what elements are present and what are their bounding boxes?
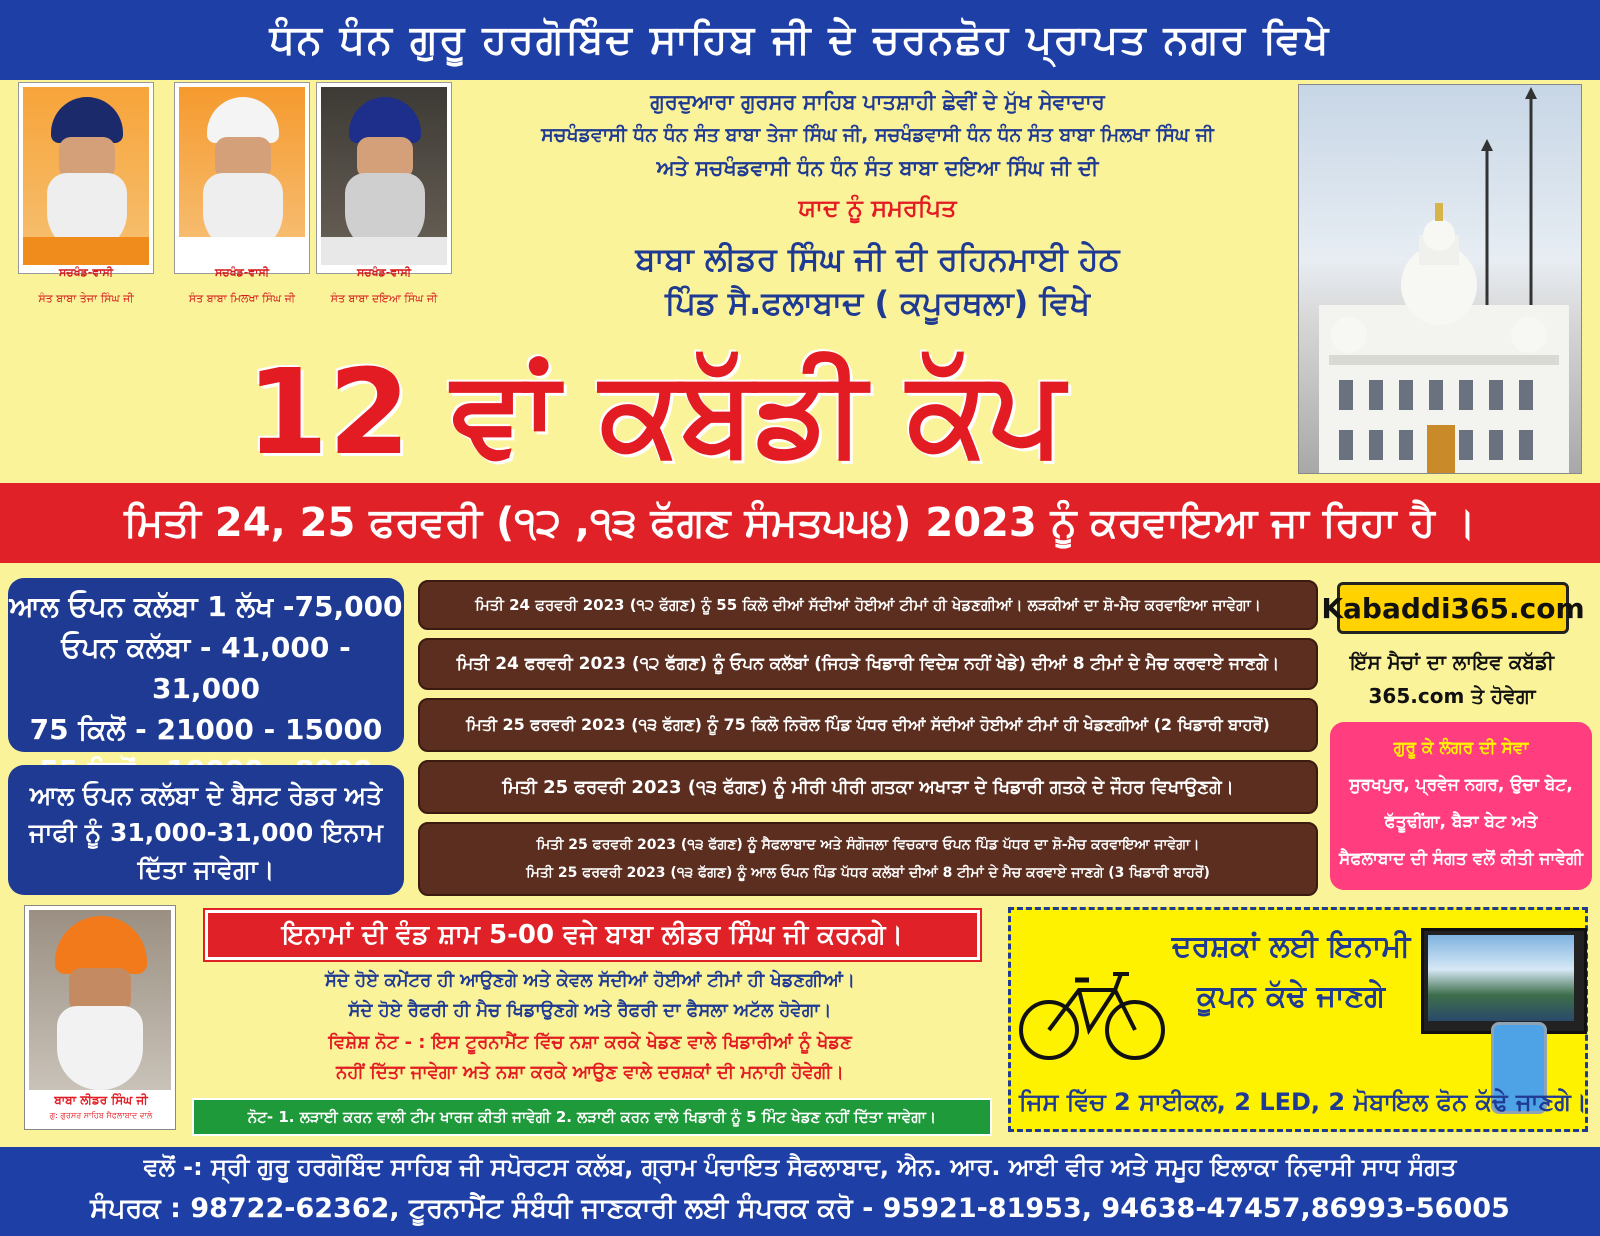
best-players-line: ਆਲ ਓਪਨ ਕਲੱਬਾ ਦੇ ਬੈਸਟ ਰੇਡਰ ਅਤੇ xyxy=(29,781,383,810)
langar-line: ਸੁਰਖਪੁਰ, ਪ੍ਰਵੇਜ ਨਗਰ, ਉਚਾ ਬੇਟ, xyxy=(1349,775,1573,795)
portrait-daya-singh xyxy=(316,82,452,274)
portrait-caption-name: ਸੰਤ ਬਾਬਾ ਮਿਲਖਾ ਸਿੰਘ ਜੀ xyxy=(188,292,296,305)
portrait-caption-name: ਸੰਤ ਬਾਬਾ ਦਇਆ ਸਿੰਘ ਜੀ xyxy=(330,292,438,305)
contact-line: ਸੰਪਰਕ : 98722-62362, ਟੂਰਨਾਮੈਂਟ ਸੰਬੰਧੀ ਜਾਣਕਾਰੀ ਲਈ ਸੰਪਰਕ ਕਰੋ - 95921-81953, 94638-47457,86993-56005 xyxy=(90,1193,1510,1224)
portrait-caption-label: ਸਚਖੰਡ-ਵਾਸੀ xyxy=(58,266,114,279)
live-stream-note xyxy=(1332,645,1572,720)
portrait-photo xyxy=(23,87,149,265)
led-tv-icon xyxy=(1421,928,1587,1034)
prize-line: ਆਲ ਓਪਨ ਕਲੱਬਾ 1 ਲੱਖ -75,000 xyxy=(9,590,403,623)
portrait-teja-singh xyxy=(18,82,154,274)
portrait-milkha-singh xyxy=(174,82,310,274)
leader-name: ਬਾਬਾ ਲੀਡਰ ਸਿੰਘ ਜੀ xyxy=(54,1093,148,1107)
prize-distribution-banner: ਇਨਾਮਾਂ ਦੀ ਵੰਡ ਸ਼ਾਮ 5-00 ਵਜੇ ਬਾਬਾ ਲੀਡਰ ਸਿੰਘ ਜੀ ਕਰਨਗੇ। xyxy=(205,910,980,960)
rule-line: ਨਹੀਂ ਦਿੱਤਾ ਜਾਵੇਗਾ ਅਤੇ ਨਸ਼ਾ ਕਰਕੇ ਆਉਣ ਵਾਲੇ ਦਰਸ਼ਕਾਂ ਦੀ ਮਨਾਹੀ ਹੋਵੇਗੀ। xyxy=(336,1062,844,1083)
event-item: ਮਿਤੀ 25 ਫਰਵਰੀ 2023 (੧੩ ਫੱਗਣ) ਨੂੰ ਮੀਰੀ ਪੀਰੀ ਗਤਕਾ ਅਖਾੜਾ ਦੇ ਖਿਡਾਰੀ ਗਤਕੇ ਦੇ ਜੌਹਰ ਵਿਖਾਉਣਗੇ। xyxy=(418,760,1318,814)
leader-sub: ਗੁ: ਗੁਰਸਰ ਸਾਹਿਬ ਸੈਫਲਾਬਾਦ ਵਾਲੇ xyxy=(49,1111,153,1120)
langar-line: ਗੁਰੂ ਕੇ ਲੰਗਰ ਦੀ ਸੇਵਾ xyxy=(1393,738,1529,758)
rule-line: ਸੱਦੇ ਹੋਏ ਕਮੇਂਟਰ ਹੀ ਆਉਣਗੇ ਅਤੇ ਕੇਵਲ ਸੱਦੀਆਂ ਹੋਈਆਂ ਟੀਮਾਂ ਹੀ ਖੇਡਣਗੀਆਂ। xyxy=(325,970,855,991)
rule-line: ਸੱਦੇ ਹੋਏ ਰੈਫਰੀ ਹੀ ਮੈਚ ਖਿਡਾਉਣਗੇ ਅਤੇ ਰੈਫਰੀ ਦਾ ਫੈਸਲਾ ਅਟੱਲ ਹੋਵੇਗਾ। xyxy=(348,1000,832,1021)
portrait-photo xyxy=(321,87,447,265)
main-title: 12 ਵਾਂ ਕਬੱਡੀ ਕੱਪ xyxy=(246,343,1064,481)
header-dedication: ਯਾਦ ਨੂੰ ਸਮਰਪਿਤ xyxy=(798,194,957,222)
kabaddi365-logo: Kabaddi365.com xyxy=(1337,582,1569,634)
portrait-photo xyxy=(179,87,305,265)
header-line-3: ਅਤੇ ਸਚਖੰਡਵਾਸੀ ਧੰਨ ਧੰਨ ਸੰਤ ਬਾਬਾ ਦਇਆ ਸਿੰਘ ਜੀ ਦੀ xyxy=(656,156,1099,180)
header-guidance: ਬਾਬਾ ਲੀਡਰ ਸਿੰਘ ਜੀ ਦੀ ਰਹਿਨਮਾਈ ਹੇਠ xyxy=(635,240,1120,278)
date-band: ਮਿਤੀ 24, 25 ਫਰਵਰੀ (੧੨ ,੧੩ ਫੱਗਣ ਸੰਮਤ੫੫੪) 2023 ਨੂੰ ਕਰਵਾਇਆ ਜਾ ਰਿਹਾ ਹੈ । xyxy=(0,483,1600,563)
header-line-2: ਸਚਖੰਡਵਾਸੀ ਧੰਨ ਧੰਨ ਸੰਤ ਬਾਬਾ ਤੇਜਾ ਸਿੰਘ ਜੀ, ਸਚਖੰਡਵਾਸੀ ਧੰਨ ਧੰਨ ਸੰਤ ਬਾਬਾ ਮਿਲਖਾ ਸਿੰਘ ਜੀ xyxy=(541,124,1214,146)
langar-line: ਫੱਤੂਢੀਂਗਾ, ਬੈੜਾ ਬੇਟ ਅਤੇ xyxy=(1384,812,1538,832)
prize-line: 75 ਕਿਲੋਂ - 21000 - 15000 xyxy=(29,713,383,746)
event-item-pair xyxy=(418,822,1318,896)
header-line-1: ਗੁਰਦੁਆਰਾ ਗੁਰਸਰ ਸਾਹਿਬ ਪਾਤਸ਼ਾਹੀ ਛੇਵੀਂ ਦੇ ਮੁੱਖ ਸੇਵਾਦਾਰ xyxy=(650,90,1105,114)
langar-box xyxy=(1330,722,1592,890)
portrait-caption-name: ਸੰਤ ਬਾਬਾ ਤੇਜਾ ਸਿੰਘ ਜੀ xyxy=(38,292,134,305)
event-item: ਮਿਤੀ 25 ਫਰਵਰੀ 2023 (੧੩ ਫੱਗਣ) ਨੂੰ ਆਲ ਓਪਨ ਪਿੰਡ ਪੱਧਰ ਕਲੱਬਾਂ ਦੀਆਂ 8 ਟੀਮਾਂ ਦੇ ਮੈਚ ਕਰਵਾਏ ਜਾਣਗੇ (3 ਖਿਡਾਰੀ ਬਾਹਰੋਂ) xyxy=(526,865,1210,881)
event-item: ਮਿਤੀ 25 ਫਰਵਰੀ 2023 (੧੩ ਫੱਗਣ) ਨੂੰ ਸੈਫਲਾਬਾਦ ਅਤੇ ਸੰਗੋਜਲਾ ਵਿਚਕਾਰ ਓਪਨ ਪਿੰਡ ਪੱਧਰ ਦਾ ਸ਼ੋ-ਮੈਚ ਕਰਵਾਇਆ ਜਾਵੇਗਾ। xyxy=(536,837,1200,853)
gurdwara-photo xyxy=(1298,84,1582,474)
event-item: ਮਿਤੀ 25 ਫਰਵਰੀ 2023 (੧੩ ਫੱਗਣ) ਨੂੰ 75 ਕਿਲੋ ਨਿਰੋਲ ਪਿੰਡ ਪੱਧਰ ਦੀਆਂ ਸੱਦੀਆਂ ਹੋਈਆਂ ਟੀਮਾਂ ਹੀ ਖੇਡਣਗੀਆਂ (2 ਖਿਡਾਰੀ ਬਾਹਰੋਂ) xyxy=(418,698,1318,752)
note-band: ਨੋਟ- 1. ਲੜਾਈ ਕਰਨ ਵਾਲੀ ਟੀਮ ਖਾਰਜ ਕੀਤੀ ਜਾਵੇਗੀ 2. ਲੜਾਈ ਕਰਨ ਵਾਲੇ ਖਿਡਾਰੀ ਨੂੰ 5 ਮਿੰਟ ਖੇਡਣ ਨਹੀਂ ਦਿੱਤਾ ਜਾਵੇਗਾ। xyxy=(192,1098,992,1136)
bottom-bar xyxy=(0,1147,1600,1236)
audience-line: ਦਰਸ਼ਕਾਂ ਲਈ ਇਨਾਮੀ xyxy=(1171,929,1411,964)
best-players-box xyxy=(8,765,404,895)
portrait-caption-label: ਸਚਖੰਡ-ਵਾਸੀ xyxy=(356,266,412,279)
portrait-caption-label: ਸਚਖੰਡ-ਵਾਸੀ xyxy=(214,266,270,279)
event-item: ਮਿਤੀ 24 ਫਰਵਰੀ 2023 (੧੨ ਫੱਗਣ) ਨੂੰ ਓਪਨ ਕਲੱਬਾਂ (ਜਿਹੜੇ ਖਿਡਾਰੀ ਵਿਦੇਸ਼ ਨਹੀਂ ਖੇਡੇ) ਦੀਆਂ 8 ਟੀਮਾਂ ਦੇ ਮੈਚ ਕਰਵਾਏ ਜਾਣਗੇ। xyxy=(418,638,1318,690)
bicycle-icon xyxy=(1017,940,1167,1080)
header-village: ਪਿੰਡ ਸੈ.ਫਲਾਬਾਦ ( ਕਪੂਰਥਲਾ) ਵਿਖੇ xyxy=(664,284,1090,322)
top-banner: ਧੰਨ ਧੰਨ ਗੁਰੂ ਹਰਗੋਬਿੰਦ ਸਾਹਿਬ ਜੀ ਦੇ ਚਰਨਛੋਹ ਪ੍ਰਾਪਤ ਨਗਰ ਵਿਖੇ xyxy=(0,0,1600,80)
prize-money-box xyxy=(8,578,404,752)
leader-portrait xyxy=(24,905,176,1130)
audience-prizes-box xyxy=(1008,907,1588,1132)
live-line: ਇੱਸ ਮੈਚਾਂ ਦਾ ਲਾਇਵ ਕਬੱਡੀ xyxy=(1349,650,1555,674)
best-players-line: ਜਾਫੀ ਨੂੰ 31,000-31,000 ਇਨਾਮ xyxy=(29,818,383,847)
prize-line: ਓਪਨ ਕਲੱਬਾ - 41,000 - 31,000 xyxy=(61,631,351,705)
best-players-line: ਦਿੱਤਾ ਜਾਵੇਗਾ। xyxy=(137,855,275,884)
event-item: ਮਿਤੀ 24 ਫਰਵਰੀ 2023 (੧੨ ਫੱਗਣ) ਨੂੰ 55 ਕਿਲੋ ਦੀਆਂ ਸੱਦੀਆਂ ਹੋਈਆਂ ਟੀਮਾਂ ਹੀ ਖੇਡਣਗੀਆਂ। ਲੜਕੀਆਂ ਦਾ ਸ਼ੋ-ਮੈਚ ਕਰਵਾਇਆ ਜਾਵੇਗਾ। xyxy=(418,580,1318,630)
organisers-line: ਵਲੋਂ -: ਸ੍ਰੀ ਗੁਰੂ ਹਰਗੋਬਿੰਦ ਸਾਹਿਬ ਜੀ ਸਪੋਰਟਸ ਕਲੱਬ, ਗ੍ਰਾਮ ਪੰਚਾਇਤ ਸੈਫਲਾਬਾਦ, ਐਨ. ਆਰ. ਆਈ ਵੀਰ ਅਤੇ ਸਮੂਹ ਇਲਾਕਾ ਨਿਵਾਸੀ ਸਾਧ ਸੰਗਤ xyxy=(143,1153,1457,1181)
rule-line: ਵਿਸ਼ੇਸ਼ ਨੋਟ - : ਇਸ ਟੂਰਨਾਮੈਂਟ ਵਿੱਚ ਨਸ਼ਾ ਕਰਕੇ ਖੇਡਣ ਵਾਲੇ ਖਿਡਾਰੀਆਂ ਨੂੰ ਖੇਡਣ xyxy=(328,1032,852,1053)
audience-footer: ਜਿਸ ਵਿੱਚ 2 ਸਾਈਕਲ, 2 LED, 2 ਮੋਬਾਇਲ ਫੋਨ ਕੱਢੇ ਜਾਣਗੇ। xyxy=(1019,1088,1587,1116)
langar-line: ਸੈਫਲਾਬਾਦ ਦੀ ਸੰਗਤ ਵਲੋਂ ਕੀਤੀ ਜਾਵੇਗੀ xyxy=(1339,849,1583,869)
leader-photo xyxy=(29,910,171,1090)
live-line: 365.com ਤੇ ਹੋਵੇਗਾ xyxy=(1368,684,1536,708)
audience-heading xyxy=(1171,922,1411,1022)
audience-line: ਕੂਪਨ ਕੱਢੇ ਜਾਣਗੇ xyxy=(1196,979,1386,1014)
